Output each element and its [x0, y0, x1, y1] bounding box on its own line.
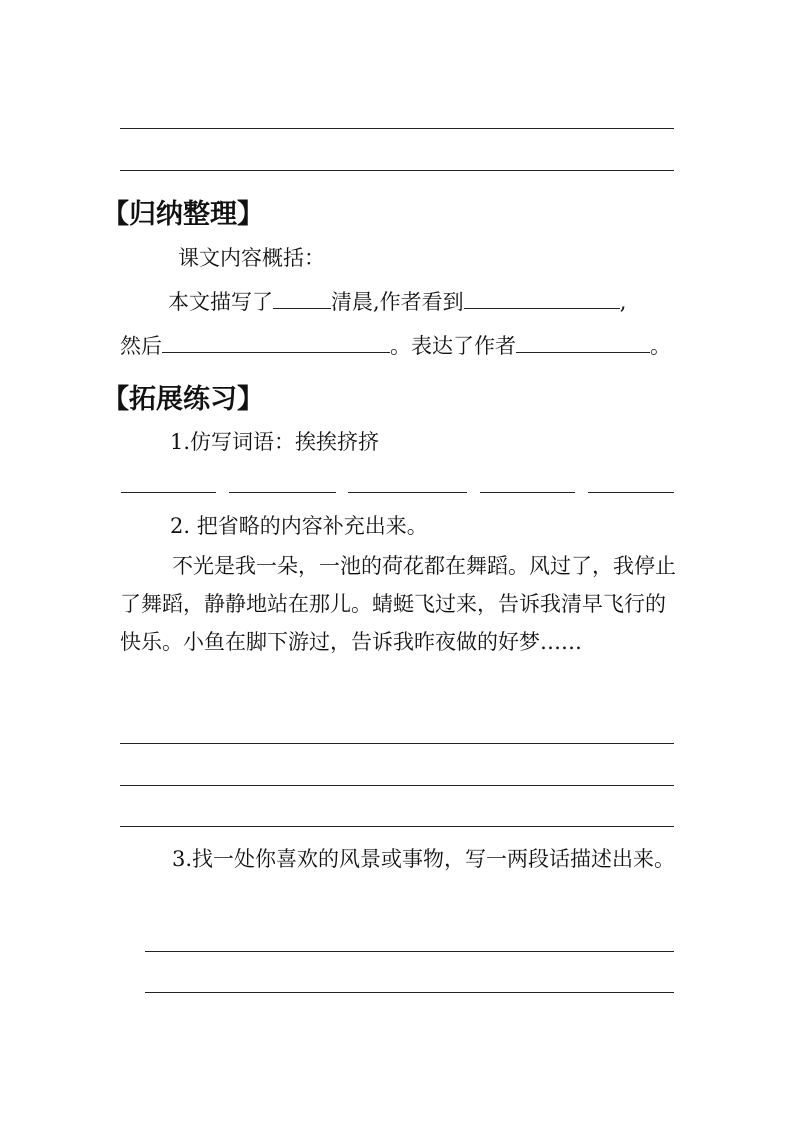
- word-blank-1[interactable]: [121, 492, 216, 493]
- summary-line-2-part-3: 。: [650, 334, 671, 358]
- fill-blank-2[interactable]: [464, 286, 620, 309]
- answer-line-q2-1[interactable]: [120, 743, 674, 744]
- summary-line-1-part-3: ,: [619, 290, 627, 314]
- section-heading-practice: 【拓展练习】: [102, 384, 264, 415]
- word-blank-5[interactable]: [588, 492, 674, 493]
- answer-line-top-1: [120, 128, 674, 129]
- fill-blank-1[interactable]: [273, 286, 331, 309]
- answer-line-q2-2[interactable]: [120, 785, 674, 786]
- fill-blank-3[interactable]: [162, 330, 390, 353]
- word-blank-2[interactable]: [229, 492, 336, 493]
- answer-line-q3-2[interactable]: [145, 992, 674, 993]
- question-2: 2. 把省略的内容补充出来。: [170, 514, 428, 538]
- passage: [120, 547, 676, 661]
- answer-line-top-2: [120, 170, 674, 171]
- answer-line-q3-1[interactable]: [145, 951, 674, 952]
- word-blank-4[interactable]: [480, 492, 575, 493]
- section-heading-summary: 【归纳整理】: [102, 199, 264, 230]
- summary-line-1-part-1: 本文描写了: [168, 290, 273, 314]
- summary-line-2-part-2: 。表达了作者: [390, 334, 516, 358]
- summary-line-1: [168, 286, 626, 316]
- question-1: 1.仿写词语：挨挨挤挤: [170, 430, 380, 454]
- fill-blank-4[interactable]: [516, 330, 650, 353]
- summary-subtitle: 课文内容概括：: [178, 246, 325, 270]
- summary-line-2: [120, 330, 671, 360]
- summary-line-1-part-2: 清晨,作者看到: [331, 290, 464, 314]
- question-3: [120, 840, 676, 878]
- summary-line-2-part-1: 然后: [120, 334, 162, 358]
- question-3-text: 3.找一处你喜欢的风景或事物，写一两段话描述出来。: [172, 847, 676, 871]
- passage-text: 不光是我一朵，一池的荷花都在舞蹈。风过了，我停止了舞蹈，静静地站在那儿。蜻蜓飞过来，告诉我清早飞行的快乐。小鱼在脚下游过，告诉我昨夜做的好梦……: [120, 554, 676, 654]
- word-blank-3[interactable]: [348, 492, 467, 493]
- answer-line-q2-3[interactable]: [120, 826, 674, 827]
